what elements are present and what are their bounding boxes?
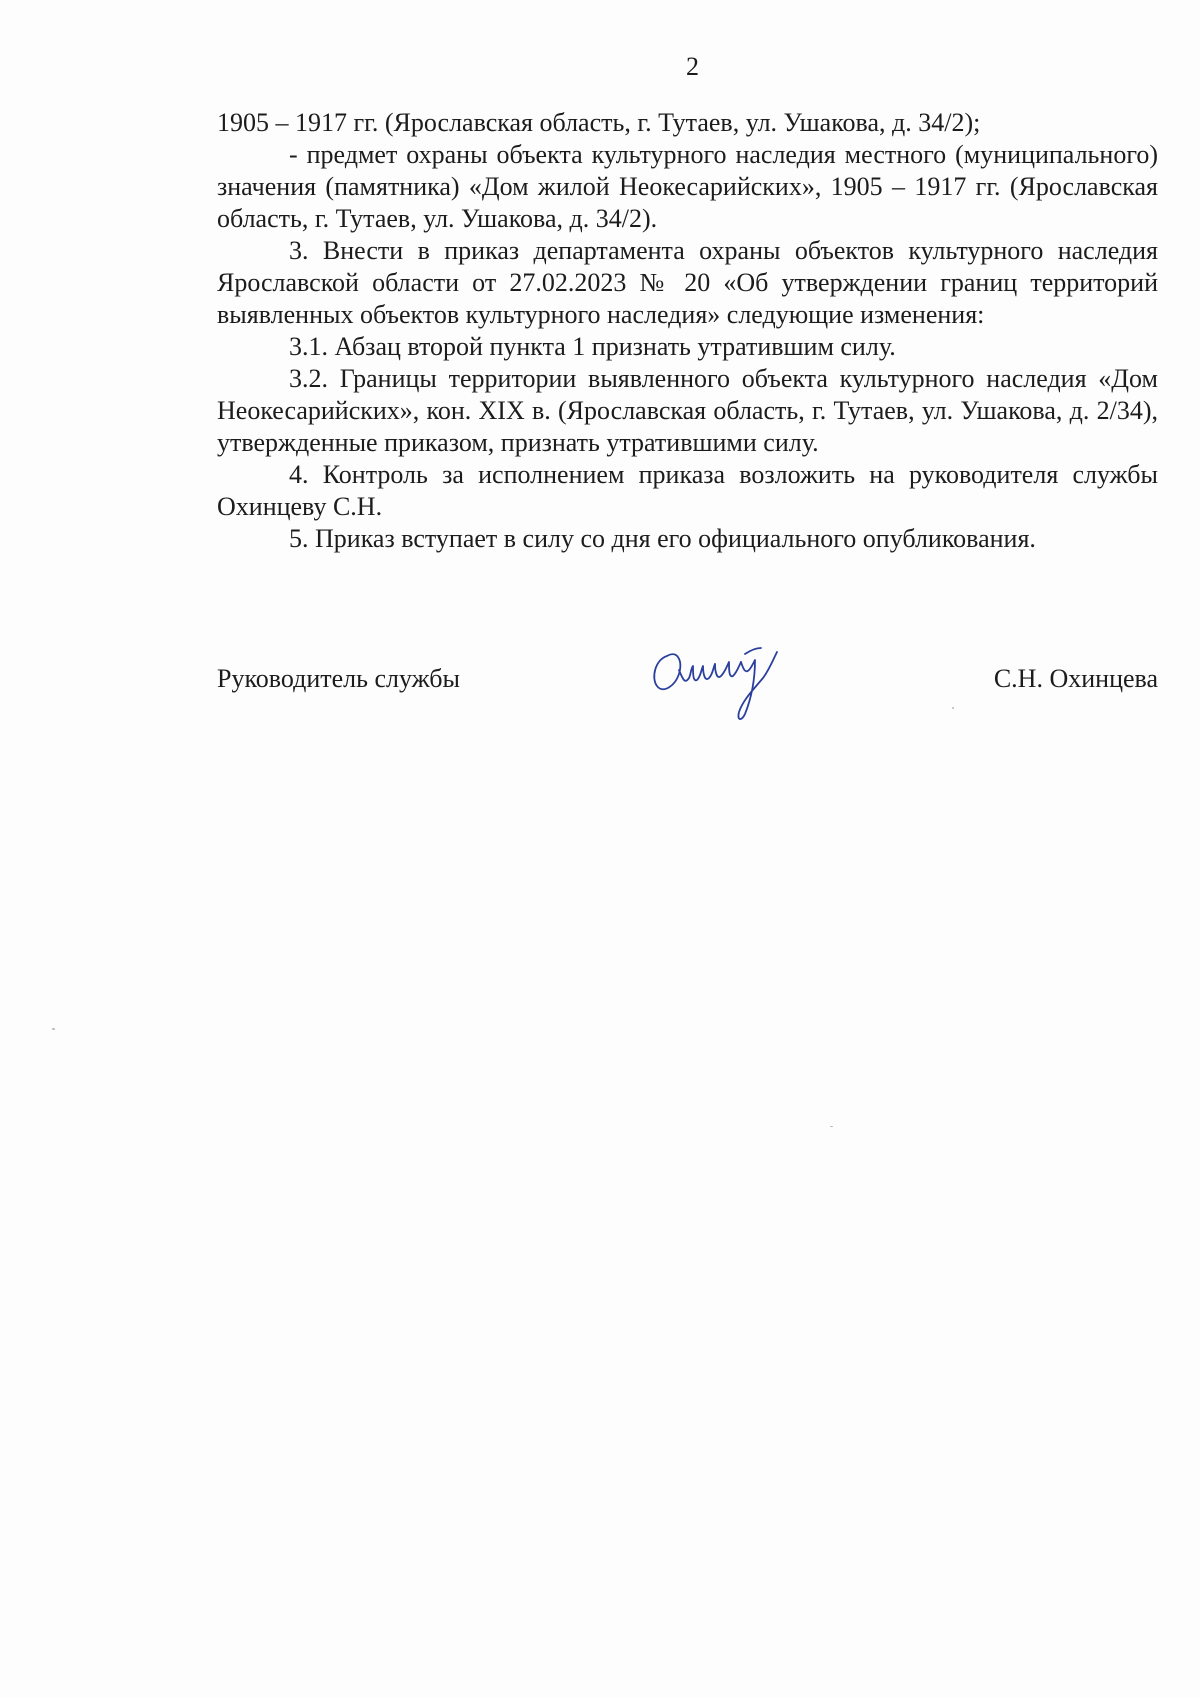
paragraph: 3.1. Абзац второй пункта 1 признать утратившим силу. bbox=[289, 332, 896, 361]
signatory-position: Руководитель службы bbox=[217, 664, 460, 693]
paragraph: 3.2. Границы территории выявленного объекта культурного наследия «Дом Неокесарийских», кон. XIX в. (Ярославская область, г. Тутаев, ул. Ушакова, д. 2/34), утвержденные приказом, признать утратившими силу. bbox=[217, 364, 1158, 457]
document-body bbox=[217, 107, 1158, 555]
paragraph: 1905 – 1917 гг. (Ярославская область, г. Тутаев, ул. Ушакова, д. 34/2); bbox=[217, 108, 981, 137]
page-number: 2 bbox=[686, 52, 699, 81]
scan-speck bbox=[952, 707, 954, 709]
paragraph: 4. Контроль за исполнением приказа возложить на руководителя службы Охинцеву С.Н. bbox=[217, 460, 1158, 521]
scan-speck bbox=[830, 1126, 833, 1127]
scan-speck bbox=[52, 1028, 55, 1030]
paragraph: 3. Внести в приказ департамента охраны объектов культурного наследия Ярославской области от 27.02.2023 № 20 «Об утверждении границ территорий выявленных объектов культурного наследия» следующие изменения: bbox=[217, 236, 1158, 329]
signatory-name: С.Н. Охинцева bbox=[993, 664, 1158, 693]
paragraph: 5. Приказ вступает в силу со дня его официального опубликования. bbox=[289, 524, 1036, 553]
paragraph: - предмет охраны объекта культурного наследия местного (муниципального) значения (памятника) «Дом жилой Неокесарийских», 1905 – 1917 гг. (Ярославская область, г. Тутаев, ул. Ушакова, д. 34/2). bbox=[217, 140, 1158, 233]
handwritten-signature bbox=[645, 634, 795, 734]
signature-block bbox=[217, 664, 1158, 744]
